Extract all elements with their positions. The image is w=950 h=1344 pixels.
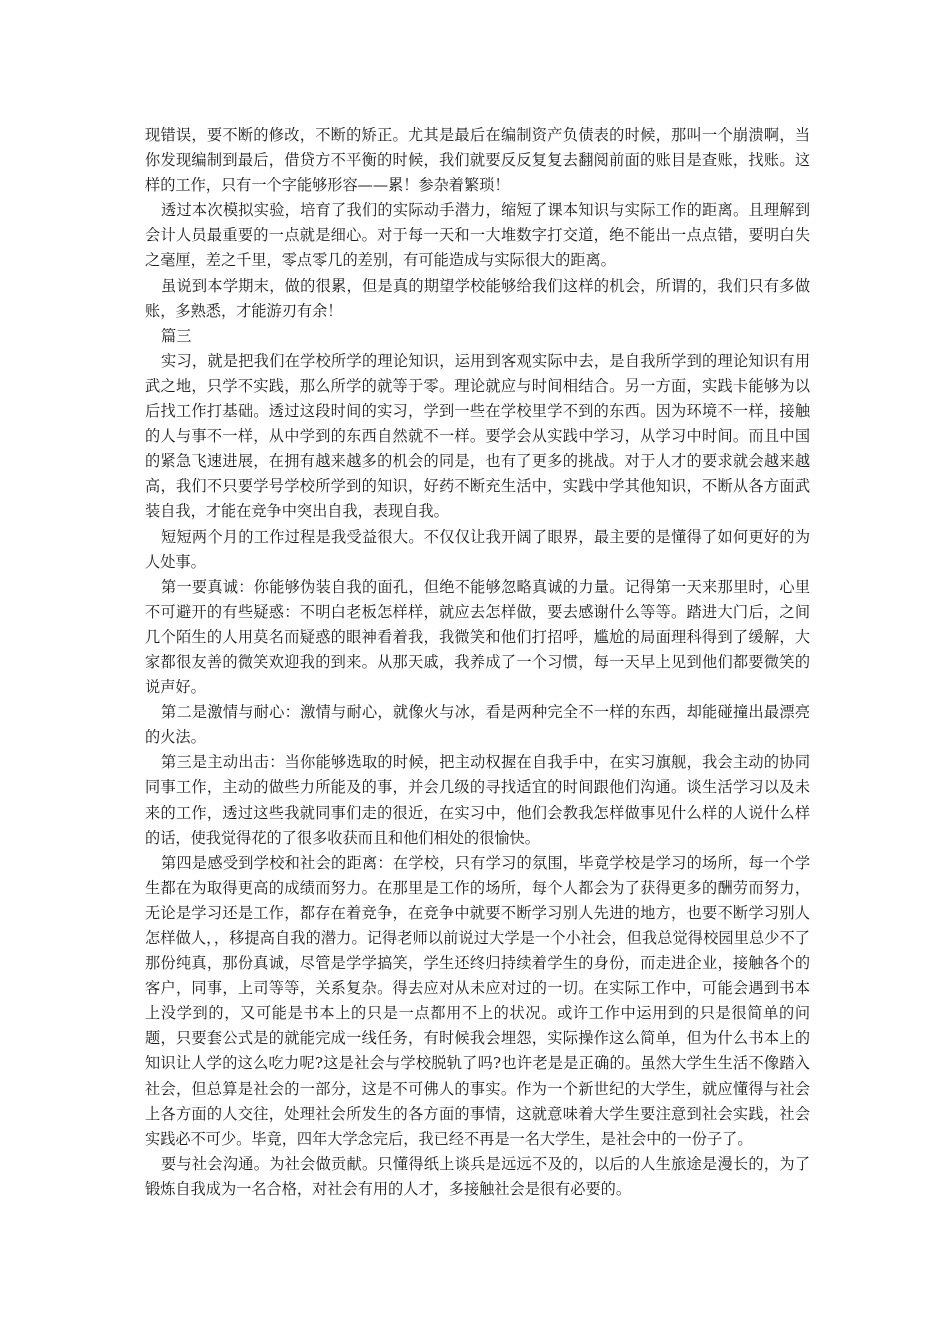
section-heading: 篇三: [161, 326, 192, 345]
paragraph-internship-intro: 实习，就是把我们在学校所学的理论知识，运用到客观实际中去，是自我所学到的理论知识有用武之地，只学不实践，那么所学的就等于零。理论就应与时间相结合。另一方面，实践卡能够为以后找工作打基础。透过这段时间的实习，学到一些在学校里学不到的东西。因为环境不一样，接触的人与事不一样，从中学到的东西自然就不一样。要学会从实践中学习，从学习中时间。而且中国的紧急飞速进展，在拥有越来越多的机会的同是，也有了更多的挑战。对于人才的要求就会越来越高，我们不只要学号学校所学到的知识，好药不断充生活中，实践中学其他知识，不断从各方面武装自我，才能在竞争中突出自我，表现自我。: [145, 351, 810, 521]
paragraph-second-passion: 第二是激情与耐心：激情与耐心，就像火与冰，看是两种完全不一样的东西，却能碰撞出最漂亮的火法。: [145, 703, 810, 747]
paragraph-first-sincerity: 第一要真诚：你能够伪装自我的面孔，但绝不能够忽略真诚的力量。记得第一天来那里时，心里不可避开的有些疑惑：不明白老板怎样样，就应去怎样做，要去感谢什么等等。踏进大门后，之间几个陌生的人用莫名而疑惑的眼神看着我，我微笑和他们打招呼，尴尬的局面理科得到了缓解，大家都很友善的微笑欢迎我的到来。从那天戚，我养成了一个习惯，每一天早上见到他们都要微笑的说声好。: [145, 577, 810, 697]
paragraph-third-initiative: 第三是主动出击：当你能够选取的时候，把主动权握在自我手中，在实习旗舰，我会主动的协同同事工作，主动的做些力所能及的事，并会几级的寻找适宜的时间跟他们沟通。谈生活学习以及未来的工作，透过这些我就同事们走的很近，在实习中，他们会教我怎样做事见什么样的人说什么样的话，使我觉得花的了很多收获而且和他们相处的很愉快。: [145, 753, 810, 847]
paragraph-simulation-experiment: 透过本次模拟实验，培育了我们的实际动手潜力，缩短了课本知识与实际工作的距离。且理解到会计人员最重要的一点就是细心。对于每一天和一大堆数字打交道，绝不能出一点点错，要明白失之毫厘，差之千里，零点零几的差别，有可能造成与实际很大的距离。: [145, 201, 810, 270]
paragraph-communicate-society: 要与社会沟通。为社会做贡献。只懂得纸上谈兵是远远不及的，以后的人生旅途是漫长的，为了锻炼自我成为一名合格，对社会有用的人才，多接触社会是很有必要的。: [145, 1154, 810, 1198]
paragraph-semester-end: 虽说到本学期末，做的很累，但是真的期望学校能够给我们这样的机会，所谓的，我们只有多做账，多熟悉，才能游刃有余！: [145, 276, 810, 320]
paragraph-two-months: 短短两个月的工作过程是我受益很大。不仅仅让我开阔了眼界，最主要的是懂得了如何更好的为人处事。: [145, 527, 810, 571]
paragraph-fourth-distance: 第四是感受到学校和社会的距离：在学校，只有学习的氛围，毕竟学校是学习的场所，每一个学生都在为取得更高的成绩而努力。在那里是工作的场所，每个人都会为了获得更多的酬劳而努力，无论是学习还是工作，都存在着竞争，在竞争中就要不断学习别人先进的地方，也要不断学习别人怎样做人，，移提高自我的潜力。记得老师以前说过大学是一个小社会，但我总觉得校园里总少不了那份纯真，那份真诚，尽管是学学搞笑，学生还终归持续着学生的身份，而走进企业，接触各个的客户，同事，上司等等，关系复杂。得去应对从未应对过的一切。在实际工作中，可能会遇到书本上没学到的，又可能是书本上的只是一点都用不上的状况。或许工作中运用到的只是很简单的问题，只要套公式是的就能完成一线任务，有时候我会埋怨，实际操作这么简单，但为什么书本上的知识让人学的这么吃力呢?这是社会与学校脱轨了吗?也许老是是正确的。虽然大学生生活不像踏入社会，但总算是社会的一部分，这是不可佛人的事实。作为一个新世纪的大学生，就应懂得与社会上各方面的人交往，处理社会所发生的各方面的事情，这就意味着大学生要注意到社会实践，社会实践必不可少。毕竟，四年大学念完后，我已经不再是一名大学生，是社会中的一份子了。: [145, 853, 810, 1148]
document-body: [145, 123, 810, 1202]
paragraph-continuation: 现错误，要不断的修改，不断的矫正。尤其是最后在编制资产负债表的时候，那叫一个崩溃啊，当你发现编制到最后，借贷方不平衡的时候，我们就要反反复复去翻阅前面的账目是查账，找账。这样的工作，只有一个字能够形容——累！参杂着繁琐！: [145, 126, 810, 195]
